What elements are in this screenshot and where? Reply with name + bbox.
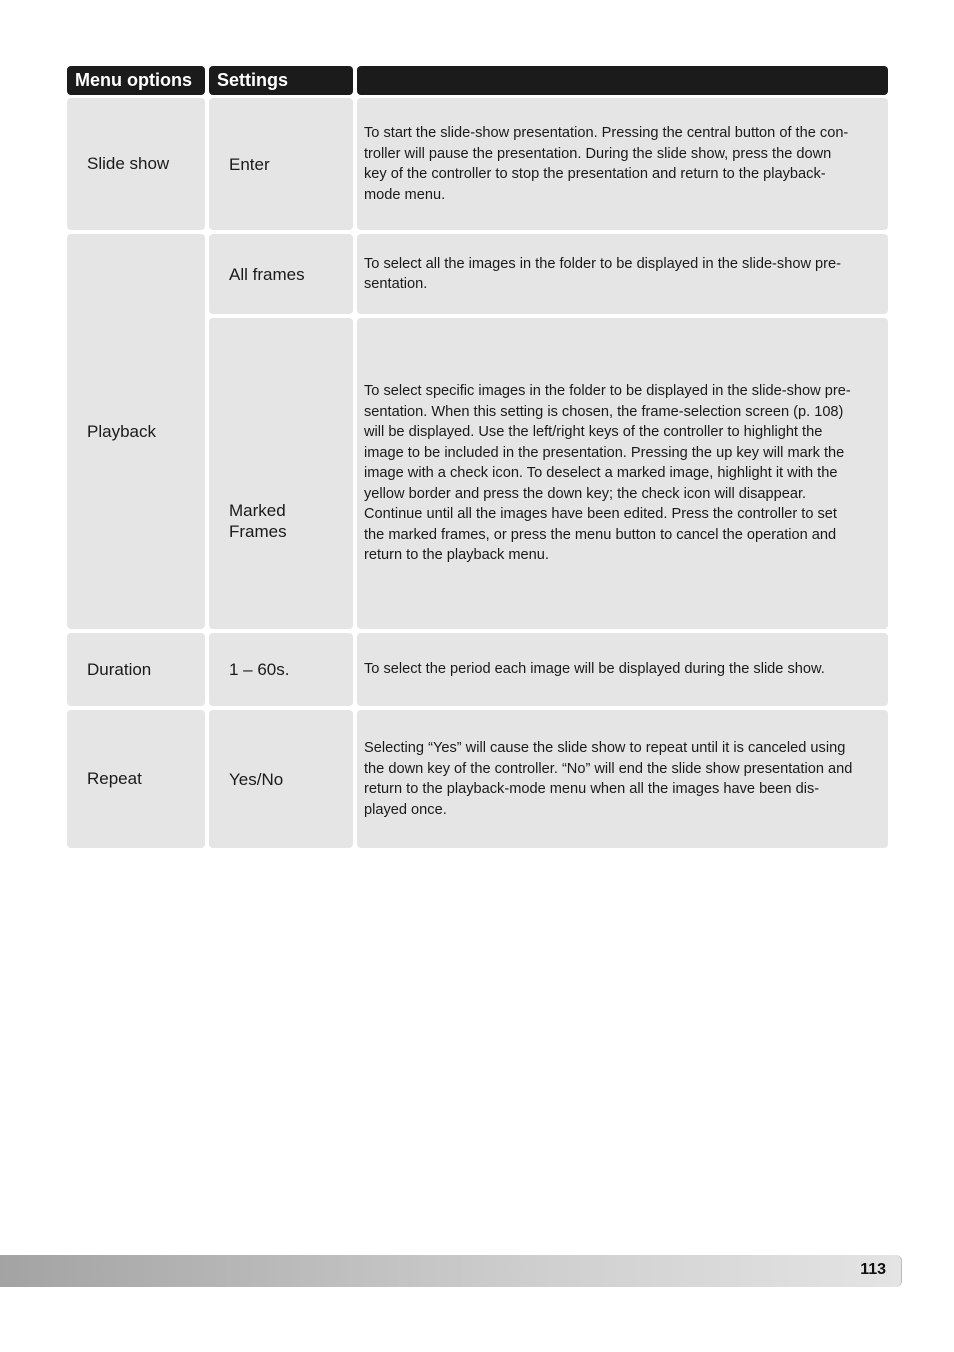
option-label: Slide show [87, 154, 170, 173]
footer-bar [0, 1255, 902, 1287]
header-settings: Settings [209, 66, 353, 95]
option-label: Duration [87, 659, 152, 679]
table-cell-setting [209, 234, 353, 314]
description-text: To start the slide-show presentation. Pressing the central button of the con- troller will pause the presentation. During the slide show, press the down key of the controller to stop the presentation and return to the playback- mode menu. [364, 125, 849, 203]
table-cell-description [357, 633, 888, 706]
table-cell-option [67, 98, 205, 230]
table-cell-description [357, 710, 888, 848]
setting-label: Enter [229, 154, 270, 174]
setting-label: All frames [229, 264, 305, 284]
table-cell-setting [209, 633, 353, 706]
table-cell-option [67, 633, 205, 706]
table-cell-setting [209, 98, 353, 230]
table-cell-description [357, 98, 888, 230]
table-cell-description [357, 234, 888, 314]
option-label: Playback [87, 421, 156, 441]
setting-label: Yes/No [229, 769, 284, 789]
header-menu-options: Menu options [67, 66, 205, 95]
setting-label: Marked Frames [229, 501, 287, 541]
table-cell-setting [209, 318, 353, 629]
description-text: Selecting “Yes” will cause the slide show to repeat until it is canceled using the down key of the controller. “No” will end the slide show presentation and return to the playback-mode menu when all the images have been dis- played once. [364, 740, 853, 818]
description-text: To select specific images in the folder to be displayed in the slide-show pre- sentation. When this setting is chosen, the frame-selection screen (p. 108) will be displayed. Use the left/right keys of the controller to highlight the image to be included in the presentation. Pressing the up key will mark the image with a check icon. To deselect a marked image, highlight it with the yellow border and press the down key; the check icon will disappear. Continue until all the images have been edited. Press the controller to set the marked frames, or press the menu button to cancel the operation and return to the playback menu. [364, 383, 851, 564]
table-cell-option [67, 234, 205, 629]
table-cell-option [67, 710, 205, 848]
table-cell-description [357, 318, 888, 629]
option-label: Repeat [87, 769, 142, 788]
description-text: To select all the images in the folder to be displayed in the slide-show pre- sentation. [364, 255, 841, 292]
description-text: To select the period each image will be displayed during the slide show. [364, 661, 825, 678]
header-description [357, 66, 888, 95]
table-cell-setting [209, 710, 353, 848]
setting-label: 1 – 60s. [229, 660, 290, 679]
page-number: 113 [860, 1261, 886, 1278]
